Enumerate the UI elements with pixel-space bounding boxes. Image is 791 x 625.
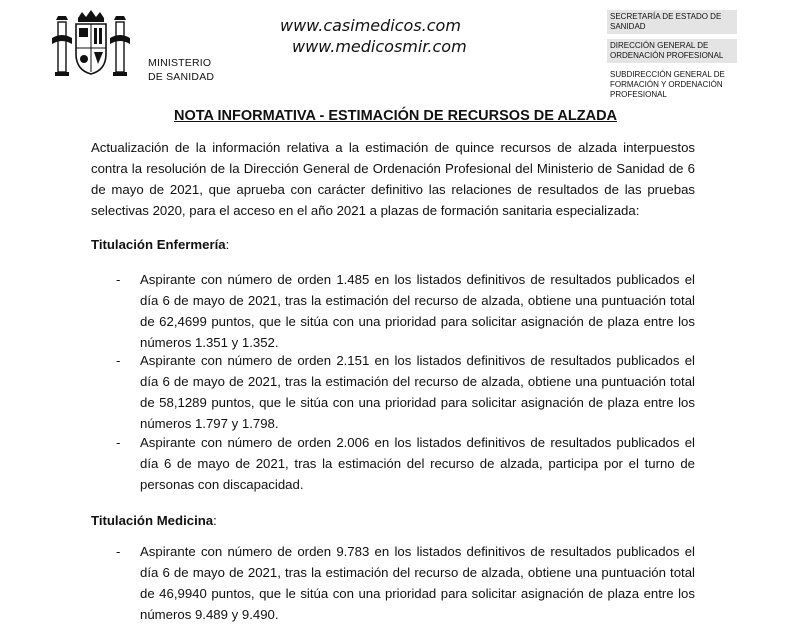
intro-paragraph: Actualización de la información relativa a la estimación de quince recursos de alzada interpuestos contra la resolución de la Dirección General de Ordenación Profesional del Ministerio de Sanidad de 6 de mayo de 2021, que aprueba con carácter definitivo las relaciones de resultados de las pruebas selectivas 2020, para el acceso en el año 2021 a plazas de formación sanitaria especializada: [91, 140, 695, 218]
watermark-url-2: www.medicosmir.com [292, 37, 467, 56]
bullet-dash: - [116, 353, 121, 368]
department-subdireccion: SUBDIRECCIÓN GENERAL DE FORMACIÓN Y ORDENACIÓN PROFESIONAL [610, 70, 725, 99]
ministry-line-1: MINISTERIO [148, 57, 212, 69]
department-secretaria: SECRETARÍA DE ESTADO DE SANIDAD [607, 10, 737, 34]
bullet-dash: - [116, 435, 121, 450]
list-item: Aspirante con número de orden 2.151 en los listados definitivos de resultados publicados el día 6 de mayo de 2021, tras la estimación del recurso de alzada, obtiene una puntuación total de 58,1289 puntos, que le sitúa con una prioridad para solicitar asignación de plaza entre los números 1.797 y 1.798. [140, 353, 695, 431]
ministry-name [148, 56, 214, 84]
list-item: Aspirante con número de orden 1.485 en los listados definitivos de resultados publicados el día 6 de mayo de 2021, tras la estimación del recurso de alzada, obtiene una puntuación total de 62,4699 puntos, que le sitúa con una prioridad para solicitar asignación de plaza entre los números 1.351 y 1.352. [140, 272, 695, 350]
document-title: NOTA INFORMATIVA - ESTIMACIÓN DE RECURSOS DE ALZADA [173, 108, 618, 124]
bullet-dash: - [116, 544, 121, 559]
coat-of-arms-logo [48, 8, 134, 84]
department-direccion: DIRECCIÓN GENERAL DE ORDENACIÓN PROFESIONAL [607, 39, 737, 63]
section-heading-text: Titulación Enfermería [91, 237, 226, 252]
department-block [607, 10, 737, 102]
ministry-line-2: DE SANIDAD [148, 71, 215, 83]
section-heading-text: Titulación Medicina [91, 513, 214, 528]
watermark-url-1: www.casimedicos.com [280, 16, 461, 35]
section-heading-suffix: : [225, 237, 230, 252]
list-item: Aspirante con número de orden 2.006 en los listados definitivos de resultados publicados el día 6 de mayo de 2021, tras la estimación del recurso de alzada, participa por el turno de personas con discapacidad. [140, 435, 695, 492]
section-heading-medicina [91, 510, 695, 531]
bullet-dash: - [116, 272, 121, 287]
section-heading-enfermeria [91, 234, 695, 255]
list-item: Aspirante con número de orden 9.783 en los listados definitivos de resultados publicados el día 6 de mayo de 2021, tras la estimación del recurso de alzada, obtiene una puntuación total de 46,9940 puntos, que le sitúa con una prioridad para solicitar asignación de plaza entre los números 9.489 y 9.490. [140, 544, 695, 622]
section-heading-suffix: : [213, 513, 217, 528]
